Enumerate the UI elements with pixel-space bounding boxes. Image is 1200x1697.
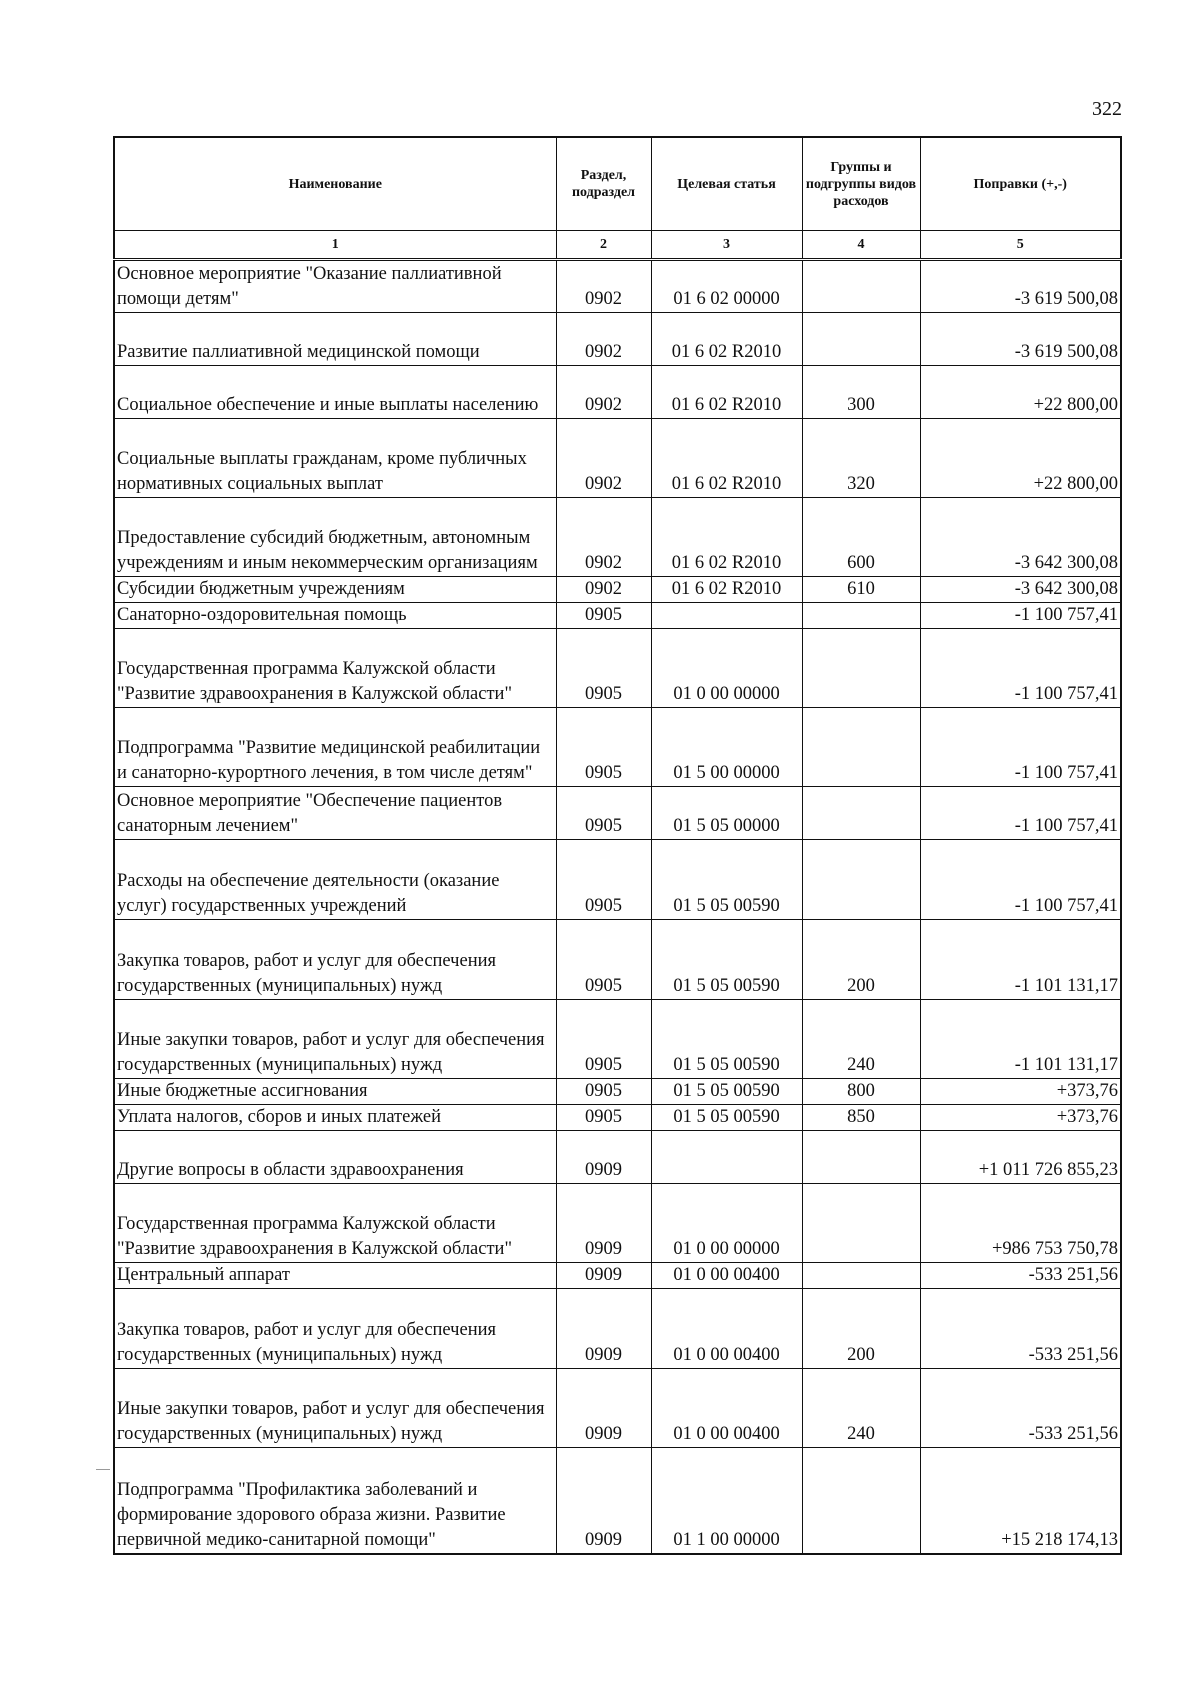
header-amendments: Поправки (+,-) xyxy=(920,137,1121,231)
row-section: 0902 xyxy=(556,419,651,498)
row-expense-group: 300 xyxy=(802,366,920,419)
row-name: Субсидии бюджетным учреждениям xyxy=(114,577,556,603)
row-amendment: -1 100 757,41 xyxy=(920,840,1121,920)
row-name: Предоставление субсидий бюджетным, автономным учреждениям и иным некоммерческим организациям xyxy=(114,498,556,577)
row-amendment: -533 251,56 xyxy=(920,1369,1121,1448)
table-row xyxy=(114,313,1121,366)
row-target-article: 01 5 05 00000 xyxy=(651,787,802,840)
header-name: Наименование xyxy=(114,137,556,231)
row-target-article: 01 6 02 R2010 xyxy=(651,419,802,498)
row-amendment: +22 800,00 xyxy=(920,366,1121,419)
row-amendment: -533 251,56 xyxy=(920,1289,1121,1369)
table-row xyxy=(114,1079,1121,1105)
row-expense-group: 600 xyxy=(802,498,920,577)
row-target-article: 01 5 05 00590 xyxy=(651,1000,802,1079)
table-row xyxy=(114,419,1121,498)
budget-amendments-table xyxy=(113,136,1122,1555)
table-row xyxy=(114,1263,1121,1289)
table-row xyxy=(114,1105,1121,1131)
row-target-article: 01 0 00 00400 xyxy=(651,1369,802,1448)
row-expense-group xyxy=(802,1263,920,1289)
row-name: Развитие паллиативной медицинской помощи xyxy=(114,313,556,366)
row-amendment: -3 619 500,08 xyxy=(920,313,1121,366)
row-target-article: 01 5 05 00590 xyxy=(651,1079,802,1105)
row-expense-group xyxy=(802,260,920,313)
header-row xyxy=(114,137,1121,231)
column-number: 3 xyxy=(651,231,802,260)
table-row xyxy=(114,629,1121,708)
row-target-article: 01 5 05 00590 xyxy=(651,840,802,920)
table-row xyxy=(114,260,1121,313)
row-amendment: -3 642 300,08 xyxy=(920,577,1121,603)
row-name: Другие вопросы в области здравоохранения xyxy=(114,1131,556,1184)
row-expense-group xyxy=(802,787,920,840)
row-target-article: 01 6 02 R2010 xyxy=(651,577,802,603)
column-number: 4 xyxy=(802,231,920,260)
row-target-article: 01 0 00 00400 xyxy=(651,1263,802,1289)
row-name: Санаторно-оздоровительная помощь xyxy=(114,603,556,629)
row-section: 0905 xyxy=(556,787,651,840)
row-amendment: -1 101 131,17 xyxy=(920,920,1121,1000)
row-expense-group xyxy=(802,1184,920,1263)
table-row xyxy=(114,603,1121,629)
table-row xyxy=(114,366,1121,419)
column-number: 5 xyxy=(920,231,1121,260)
row-expense-group: 800 xyxy=(802,1079,920,1105)
header-section: Раздел, подраздел xyxy=(556,137,651,231)
row-section: 0909 xyxy=(556,1184,651,1263)
row-name: Закупка товаров, работ и услуг для обеспечения государственных (муниципальных) нужд xyxy=(114,920,556,1000)
row-section: 0902 xyxy=(556,313,651,366)
row-name: Основное мероприятие "Обеспечение пациентов санаторным лечением" xyxy=(114,787,556,840)
row-section: 0909 xyxy=(556,1263,651,1289)
row-target-article xyxy=(651,603,802,629)
row-name: Иные закупки товаров, работ и услуг для обеспечения государственных (муниципальных) нужд xyxy=(114,1369,556,1448)
table-row xyxy=(114,1131,1121,1184)
row-amendment: +22 800,00 xyxy=(920,419,1121,498)
row-name: Расходы на обеспечение деятельности (оказание услуг) государственных учреждений xyxy=(114,840,556,920)
row-section: 0902 xyxy=(556,366,651,419)
row-amendment: -3 619 500,08 xyxy=(920,260,1121,313)
row-amendment: +373,76 xyxy=(920,1105,1121,1131)
table-row xyxy=(114,1289,1121,1369)
row-amendment: -533 251,56 xyxy=(920,1263,1121,1289)
row-expense-group xyxy=(802,313,920,366)
row-target-article: 01 0 00 00400 xyxy=(651,1289,802,1369)
row-name: Подпрограмма "Развитие медицинской реабилитации и санаторно-курортного лечения, в том числе детям" xyxy=(114,708,556,787)
row-section: 0909 xyxy=(556,1289,651,1369)
row-name: Уплата налогов, сборов и иных платежей xyxy=(114,1105,556,1131)
row-expense-group xyxy=(802,708,920,787)
row-expense-group: 240 xyxy=(802,1369,920,1448)
row-amendment: +986 753 750,78 xyxy=(920,1184,1121,1263)
column-number: 2 xyxy=(556,231,651,260)
row-amendment: -1 100 757,41 xyxy=(920,708,1121,787)
row-expense-group: 200 xyxy=(802,1289,920,1369)
row-section: 0905 xyxy=(556,603,651,629)
row-name: Государственная программа Калужской области "Развитие здравоохранения в Калужской области" xyxy=(114,629,556,708)
table-row xyxy=(114,1184,1121,1263)
row-target-article: 01 5 05 00590 xyxy=(651,920,802,1000)
table-row xyxy=(114,787,1121,840)
table-row xyxy=(114,1000,1121,1079)
table-row xyxy=(114,1369,1121,1448)
table-row xyxy=(114,577,1121,603)
row-expense-group xyxy=(802,1131,920,1184)
table-row xyxy=(114,498,1121,577)
row-name: Социальное обеспечение и иные выплаты населению xyxy=(114,366,556,419)
row-amendment: -3 642 300,08 xyxy=(920,498,1121,577)
row-target-article: 01 6 02 R2010 xyxy=(651,366,802,419)
row-name: Закупка товаров, работ и услуг для обеспечения государственных (муниципальных) нужд xyxy=(114,1289,556,1369)
table-row xyxy=(114,840,1121,920)
scan-artifact-line xyxy=(96,1469,110,1470)
row-target-article: 01 1 00 00000 xyxy=(651,1448,802,1554)
row-target-article xyxy=(651,1131,802,1184)
row-amendment: -1 100 757,41 xyxy=(920,787,1121,840)
row-amendment: +1 011 726 855,23 xyxy=(920,1131,1121,1184)
row-amendment: +15 218 174,13 xyxy=(920,1448,1121,1554)
row-section: 0905 xyxy=(556,1000,651,1079)
row-expense-group: 200 xyxy=(802,920,920,1000)
row-section: 0909 xyxy=(556,1369,651,1448)
row-target-article: 01 0 00 00000 xyxy=(651,1184,802,1263)
row-section: 0905 xyxy=(556,840,651,920)
row-expense-group: 320 xyxy=(802,419,920,498)
row-expense-group xyxy=(802,840,920,920)
column-number-row xyxy=(114,231,1121,260)
row-target-article: 01 5 05 00590 xyxy=(651,1105,802,1131)
row-section: 0909 xyxy=(556,1448,651,1554)
row-name: Государственная программа Калужской области "Развитие здравоохранения в Калужской области" xyxy=(114,1184,556,1263)
row-name: Подпрограмма "Профилактика заболеваний и формирование здорового образа жизни. Развитие первичной медико-санитарной помощи" xyxy=(114,1448,556,1554)
row-expense-group xyxy=(802,603,920,629)
table-row xyxy=(114,1448,1121,1554)
row-section: 0902 xyxy=(556,260,651,313)
row-target-article: 01 6 02 R2010 xyxy=(651,498,802,577)
row-amendment: +373,76 xyxy=(920,1079,1121,1105)
row-target-article: 01 6 02 R2010 xyxy=(651,313,802,366)
row-section: 0902 xyxy=(556,498,651,577)
header-expense-groups: Группы и подгруппы видов расходов xyxy=(802,137,920,231)
row-target-article: 01 5 00 00000 xyxy=(651,708,802,787)
row-amendment: -1 100 757,41 xyxy=(920,603,1121,629)
row-name: Социальные выплаты гражданам, кроме публичных нормативных социальных выплат xyxy=(114,419,556,498)
table-row xyxy=(114,920,1121,1000)
row-amendment: -1 100 757,41 xyxy=(920,629,1121,708)
row-section: 0905 xyxy=(556,629,651,708)
row-section: 0909 xyxy=(556,1131,651,1184)
row-section: 0905 xyxy=(556,1105,651,1131)
row-section: 0905 xyxy=(556,1079,651,1105)
column-number: 1 xyxy=(114,231,556,260)
row-section: 0905 xyxy=(556,920,651,1000)
row-target-article: 01 0 00 00000 xyxy=(651,629,802,708)
row-expense-group xyxy=(802,1448,920,1554)
row-section: 0902 xyxy=(556,577,651,603)
row-name: Центральный аппарат xyxy=(114,1263,556,1289)
row-name: Основное мероприятие "Оказание паллиативной помощи детям" xyxy=(114,260,556,313)
row-target-article: 01 6 02 00000 xyxy=(651,260,802,313)
row-section: 0905 xyxy=(556,708,651,787)
row-expense-group: 850 xyxy=(802,1105,920,1131)
page-number: 322 xyxy=(1092,98,1122,120)
table-row xyxy=(114,708,1121,787)
row-expense-group: 240 xyxy=(802,1000,920,1079)
row-expense-group: 610 xyxy=(802,577,920,603)
row-expense-group xyxy=(802,629,920,708)
row-amendment: -1 101 131,17 xyxy=(920,1000,1121,1079)
row-name: Иные бюджетные ассигнования xyxy=(114,1079,556,1105)
header-target-article: Целевая статья xyxy=(651,137,802,231)
row-name: Иные закупки товаров, работ и услуг для обеспечения государственных (муниципальных) нужд xyxy=(114,1000,556,1079)
